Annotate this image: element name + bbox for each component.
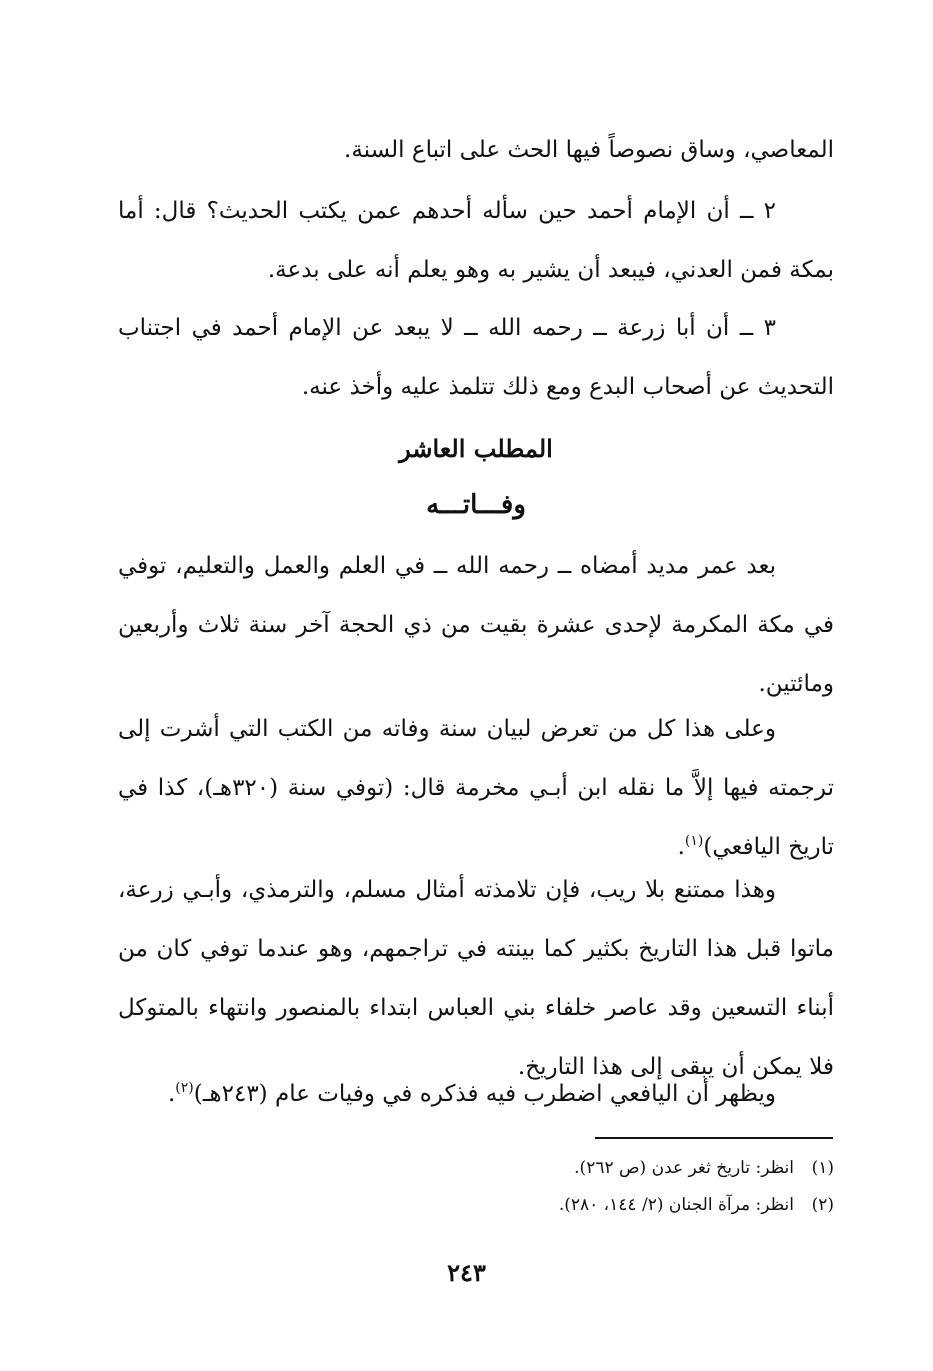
paragraph-text: ٢ ــ أن الإمام أحمد حين سأله أحدهم عمن يكتب الحديث؟ قال: أما بمكة فمن العدني، فيبعد أن يشير به وهو يعلم أنه على بدعة. — [118, 198, 834, 283]
footnote-ref-2[interactable]: (٢) — [175, 1080, 194, 1096]
paragraph-text: بعد عمر مديد أمضاه ــ رحمه الله ــ في العلم والعمل والتعليم، توفي في مكة المكرمة لإحدى عشرة بقيت من ذي الحجة آخر سنة ثلاث وأربعين ومائتين. — [118, 553, 834, 697]
footnote-text: انظر: مرآة الجنان (٢/ ١٤٤، ٢٨٠). — [558, 1195, 794, 1215]
section-title: وفـــاتـــه — [426, 490, 526, 520]
footnote-number: (٢) — [811, 1195, 834, 1215]
paragraph-text: ويظهر أن اليافعي اضطرب فيه فذكره في وفيات عام (٢٤٣هـ) — [193, 1081, 776, 1107]
paragraph-yafii — [118, 1065, 834, 1124]
paragraph-death — [118, 537, 834, 714]
paragraph-point-3 — [118, 299, 834, 417]
footnote-ref-1[interactable]: (١) — [684, 833, 704, 849]
page-number: ٢٤٣ — [447, 1258, 486, 1287]
paragraph-text: وهذا ممتنع بلا ريب، فإن تلامذته أمثال مسلم، والترمذي، وأبـي زرعة، ماتوا قبل هذا التاريخ بكثير كما بينته في تراجمهم، وهو عندما توفي كان من أبناء التسعين وقد عاصر خلفاء بني العباس ابتداء بالمنصور وانتهاء بالمتوكل فلا يمكن أن يبقى إلى هذا التاريخ. — [118, 877, 834, 1080]
paragraph-text: ٣ ــ أن أبا زرعة ــ رحمه الله ــ لا يبعد عن الإمام أحمد في اجتناب التحديث عن أصحاب البدع ومع ذلك تتلمذ عليه وأخذ عنه. — [118, 315, 834, 400]
paragraph-sources — [118, 700, 834, 877]
paragraph-continuation — [118, 121, 834, 180]
footnote-number: (١) — [811, 1158, 834, 1178]
footnote-text: انظر: تاريخ ثغر عدن (ص ٢٦٢). — [574, 1158, 794, 1178]
paragraph-end-mark: . — [167, 1081, 176, 1107]
footnote-1 — [300, 1156, 834, 1180]
footnote-2 — [300, 1193, 834, 1217]
paragraph-text: المعاصي، وساق نصوصاً فيها الحث على اتباع السنة. — [344, 137, 834, 163]
section-heading: المطلب العاشر — [399, 434, 553, 463]
paragraph-point-2 — [118, 182, 834, 300]
paragraph-refutation — [118, 861, 834, 1097]
footnote-divider — [595, 1137, 833, 1139]
paragraph-text: وعلى هذا كل من تعرض لبيان سنة وفاته من الكتب التي أشرت إلى ترجمته فيها إلاَّ ما نقله ابن أبـي مخرمة قال: (توفي سنة (٣٢٠هـ)، كذا في تاريخ اليافعي) — [118, 716, 834, 860]
paragraph-end-mark: . — [677, 834, 685, 860]
